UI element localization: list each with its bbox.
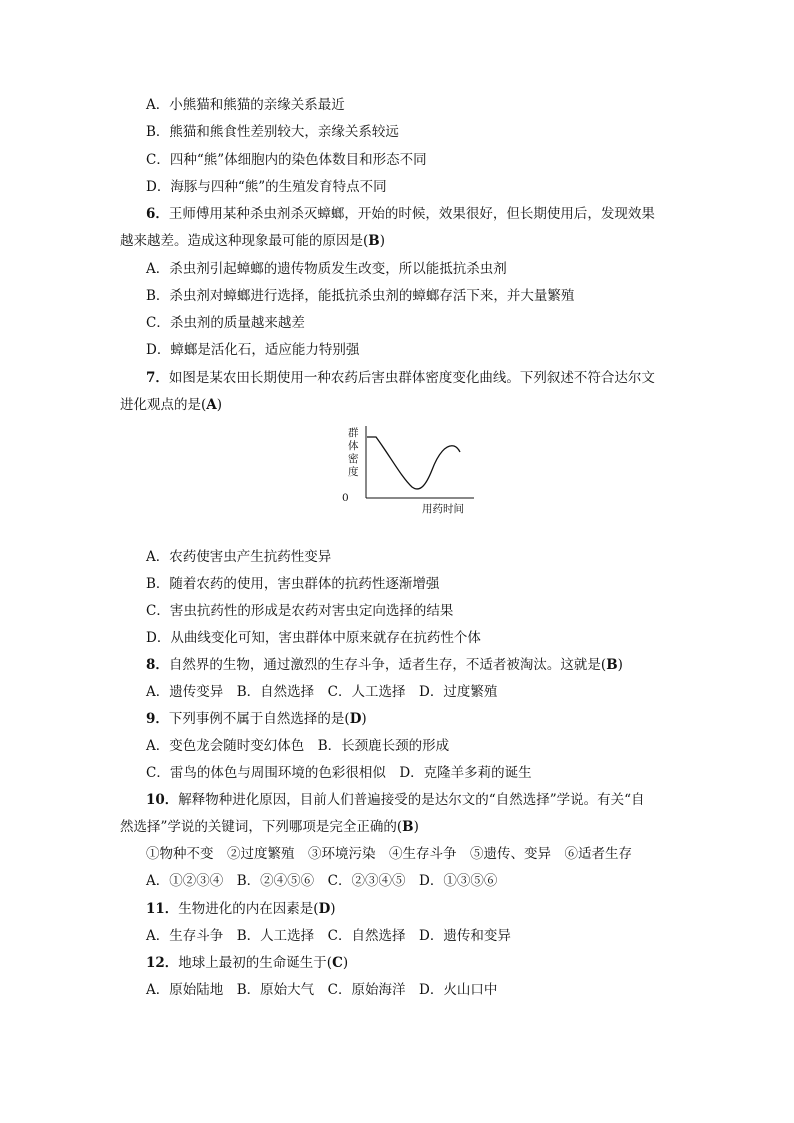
q7-option-b: B．随着农药的使用，害虫群体的抗药性逐渐增强 <box>146 576 440 592</box>
q5-option-c: C．四种“熊”体细胞内的染色体数目和形态不同 <box>146 152 427 168</box>
q9-stem-text: 下列事例不属于自然选择的是( <box>168 711 350 727</box>
q6-stem-text1: 王师傅用某种杀虫剂杀灭蟑螂，开始的时候，效果很好，但长期使用后，发现效果 <box>168 206 655 222</box>
q7-number: 7． <box>146 370 169 386</box>
q12-stem-text: 地球上最初的生命诞生于( <box>178 955 333 971</box>
q10-options: A．①②③④ B．②④⑤⑥ C．②③④⑤ D．①③⑤⑥ <box>146 873 498 889</box>
q11-stem-close: ) <box>330 901 336 917</box>
y-label-char-1: 群 <box>348 427 359 439</box>
q10-items: ①物种不变 ②过度繁殖 ③环境污染 ④生存斗争 ⑤遗传、变异 ⑥适者生存 <box>146 846 632 862</box>
y-label-char-3: 密 <box>348 453 359 465</box>
x-axis-label: 用药时间 <box>422 503 464 515</box>
q6-stem-line2 <box>120 232 385 250</box>
q11-answer: D <box>318 901 331 917</box>
q6-stem-text2: 越来越差。造成这种现象最可能的原因是( <box>120 233 369 249</box>
q5-option-b: B．熊猫和熊食性差别较大，亲缘关系较远 <box>146 124 399 140</box>
q6-answer: B <box>368 233 380 249</box>
q7-stem-text1: 如图是某农田长期使用一种农药后害虫群体密度变化曲线。下列叙述不符合达尔文 <box>168 370 655 386</box>
q10-stem-close: ) <box>413 819 419 835</box>
q8-number: 8． <box>146 657 169 673</box>
q6-stem-line1 <box>146 205 655 223</box>
q8-stem <box>146 656 623 674</box>
q10-number: 10． <box>146 792 179 808</box>
q9-options-line1: A．变色龙会随时变幻体色 B．长颈鹿长颈的形成 <box>146 738 450 754</box>
q12-answer: C <box>332 955 343 971</box>
q9-answer: D <box>349 711 362 727</box>
q6-option-b: B．杀虫剂对蟑螂进行选择，能抵抗杀虫剂的蟑螂存活下来，并大量繁殖 <box>146 288 575 304</box>
q7-stem-line2 <box>120 396 222 414</box>
q11-stem-text: 生物进化的内在因素是( <box>178 901 319 917</box>
q7-stem-close: ) <box>216 397 223 413</box>
q7-option-d: D．从曲线变化可知，害虫群体中原来就存在抗药性个体 <box>146 630 481 646</box>
q7-option-a: A．农药使害虫产生抗药性变异 <box>146 549 332 565</box>
q10-stem-text1: 解释物种进化原因，目前人们普遍接受的是达尔文的“自然选择”学说。有关“自 <box>178 792 645 808</box>
q6-option-a: A．杀虫剂引起蟑螂的遗传物质发生改变，所以能抵抗杀虫剂 <box>146 261 507 277</box>
q12-number: 12． <box>146 955 179 971</box>
q11-options: A．生存斗争 B．人工选择 C．自然选择 D．遗传和变异 <box>146 928 511 944</box>
q9-number: 9． <box>146 711 169 727</box>
origin-label: 0 <box>342 492 349 504</box>
q6-option-c: C．杀虫剂的质量越来越差 <box>146 315 305 331</box>
q12-options: A．原始陆地 B．原始大气 C．原始海洋 D．火山口中 <box>146 982 498 998</box>
q6-number: 6． <box>146 206 169 222</box>
q11-stem <box>146 900 336 918</box>
q6-stem-close: ) <box>379 233 385 249</box>
q5-option-a: A．小熊猫和熊猫的亲缘关系最近 <box>146 97 345 113</box>
q7-stem-line1 <box>146 369 655 387</box>
q7-option-c: C．害虫抗药性的形成是农药对害虫定向选择的结果 <box>146 603 454 619</box>
q9-stem <box>146 710 367 728</box>
q12-stem-close: ) <box>342 955 349 971</box>
q5-option-d: D．海豚与四种“熊”的生殖发育特点不同 <box>146 179 387 195</box>
q6-option-d: D．蟑螂是活化石，适应能力特别强 <box>146 342 360 358</box>
q10-stem-line2 <box>120 818 419 836</box>
density-curve <box>367 437 460 489</box>
q10-stem-text2: 然选择”学说的关键词，下列哪项是完全正确的( <box>120 819 403 835</box>
q9-stem-close: ) <box>361 711 367 727</box>
q7-stem-text2: 进化观点的是( <box>120 397 207 413</box>
y-label-char-2: 体 <box>348 440 359 452</box>
q8-options: A．遗传变异 B．自然选择 C．人工选择 D．过度繁殖 <box>146 684 498 700</box>
q11-number: 11． <box>146 901 179 917</box>
q9-options-line2: C．雷鸟的体色与周围环境的色彩很相似 D．克隆羊多莉的诞生 <box>146 765 532 781</box>
q8-answer: B <box>606 657 618 673</box>
q7-answer: A <box>206 397 217 413</box>
q8-stem-close: ) <box>617 657 623 673</box>
q12-stem <box>146 954 348 972</box>
population-density-figure <box>340 420 480 520</box>
y-label-char-4: 度 <box>348 466 359 478</box>
q10-answer: B <box>402 819 414 835</box>
q10-stem-line1 <box>146 791 645 809</box>
q8-stem-text: 自然界的生物，通过激烈的生存斗争，适者生存，不适者被淘汰。这就是( <box>168 657 607 673</box>
